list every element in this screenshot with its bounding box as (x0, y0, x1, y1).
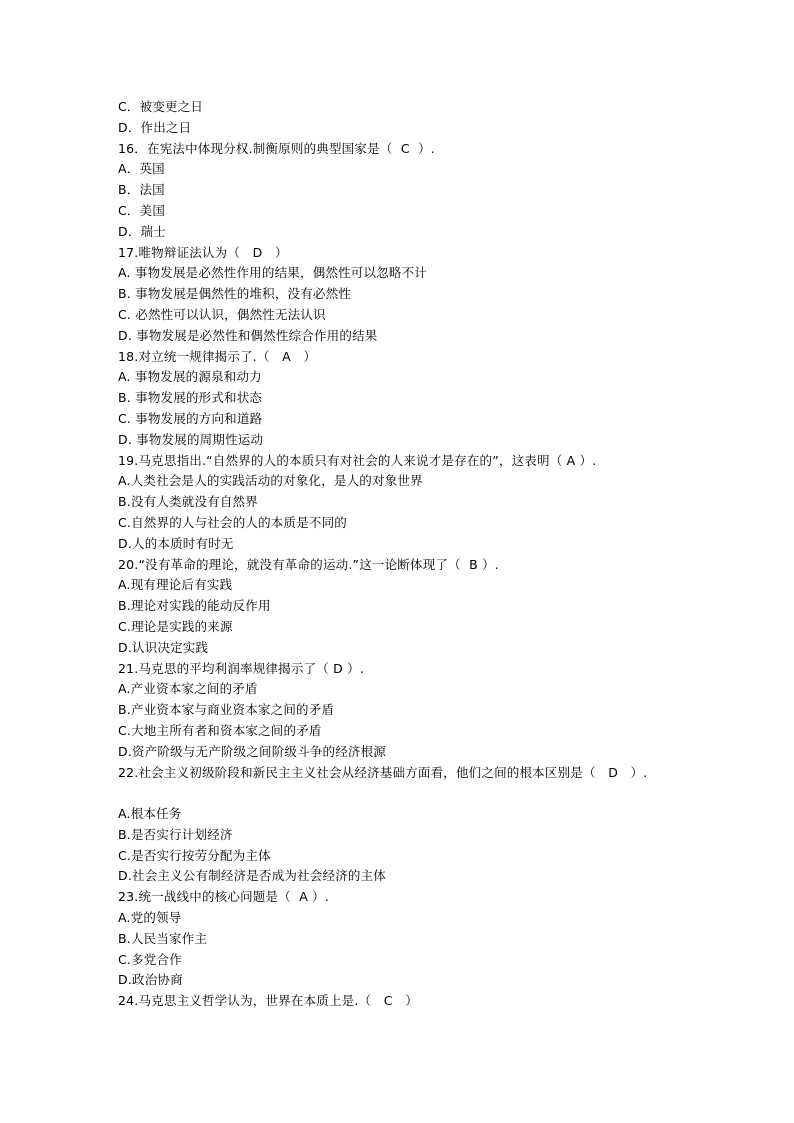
question-line: 19.马克思指出.“自然界的人的本质只有对社会的人来说才是存在的”，这表明（ A ）. (118, 452, 597, 468)
option-line: A.产业资本家之间的矛盾 (118, 681, 258, 697)
question-line: 16．在宪法中体现分权.制衡原则的典型国家是（ C ）. (118, 140, 435, 156)
question-line: 24.马克思主义哲学认为，世界在本质上是.（ C ） (118, 993, 418, 1009)
option-line: D.政治协商 (118, 972, 183, 988)
option-line: A.现有理论后有实践 (118, 577, 233, 593)
option-line: A.党的领导 (118, 910, 182, 926)
option-line: B.理论对实践的能动反作用 (118, 598, 271, 614)
option-line: B.人民当家作主 (118, 930, 208, 946)
option-line: C.自然界的人与社会的人的本质是不同的 (118, 514, 348, 530)
option-line: D. 事物发展是必然性和偶然性综合作用的结果 (118, 327, 378, 343)
blank-line (118, 783, 758, 804)
question-line: 21.马克思的平均利润率规律揭示了（ D ）. (118, 660, 365, 676)
option-line: B.是否实行计划经济 (118, 826, 233, 842)
option-line: B．法国 (118, 182, 165, 198)
question-line: 18.对立统一规律揭示了.（ A ） (118, 348, 317, 364)
option-line: B.没有人类就没有自然界 (118, 494, 258, 510)
option-line: B. 事物发展的形式和状态 (118, 390, 263, 406)
question-line: 23.统一战线中的核心问题是（ A ）. (118, 889, 330, 905)
option-line: D.社会主义公有制经济是否成为社会经济的主体 (118, 868, 386, 884)
option-line: C.是否实行按劳分配为主体 (118, 847, 271, 863)
option-line: C.大地主所有者和资本家之间的矛盾 (118, 722, 322, 738)
option-line: A.根本任务 (118, 806, 182, 822)
option-line: D.人的本质时有时无 (118, 535, 234, 551)
option-line: C. 事物发展的方向和道路 (118, 410, 263, 426)
option-line: C．被变更之日 (118, 99, 204, 114)
option-line: A.人类社会是人的实践活动的对象化，是人的对象世界 (118, 473, 423, 489)
question-line: 20.“没有革命的理论，就没有革命的运动.”这一论断体现了（ B ）. (118, 556, 499, 572)
question-line: 22.社会主义初级阶段和新民主主义社会从经济基础方面看，他们之间的根本区别是（ D ）. (118, 764, 648, 780)
option-line: C．美国 (118, 202, 166, 218)
option-line: C.多党合作 (118, 951, 182, 967)
option-line: D. 事物发展的周期性运动 (118, 431, 264, 447)
option-line: D．瑞士 (118, 223, 166, 239)
option-line: D．作出之日 (118, 119, 192, 135)
option-line: D.认识决定实践 (118, 639, 209, 655)
option-line: C. 必然性可以认识，偶然性无法认识 (118, 306, 326, 322)
document-body (118, 97, 758, 1012)
question-line: 17.唯物辩证法认为（ D ） (118, 244, 288, 260)
option-line: A．英国 (118, 161, 165, 177)
option-line: A. 事物发展的源泉和动力 (118, 369, 262, 385)
option-line: B.产业资本家与商业资本家之间的矛盾 (118, 702, 335, 718)
option-line: D.资产阶级与无产阶级之间阶级斗争的经济根源 (118, 743, 386, 759)
option-line: A. 事物发展是必然性作用的结果，偶然性可以忽略不计 (118, 265, 427, 281)
option-line: B. 事物发展是偶然性的堆积，没有必然性 (118, 286, 352, 302)
option-line: C.理论是实践的来源 (118, 618, 233, 634)
